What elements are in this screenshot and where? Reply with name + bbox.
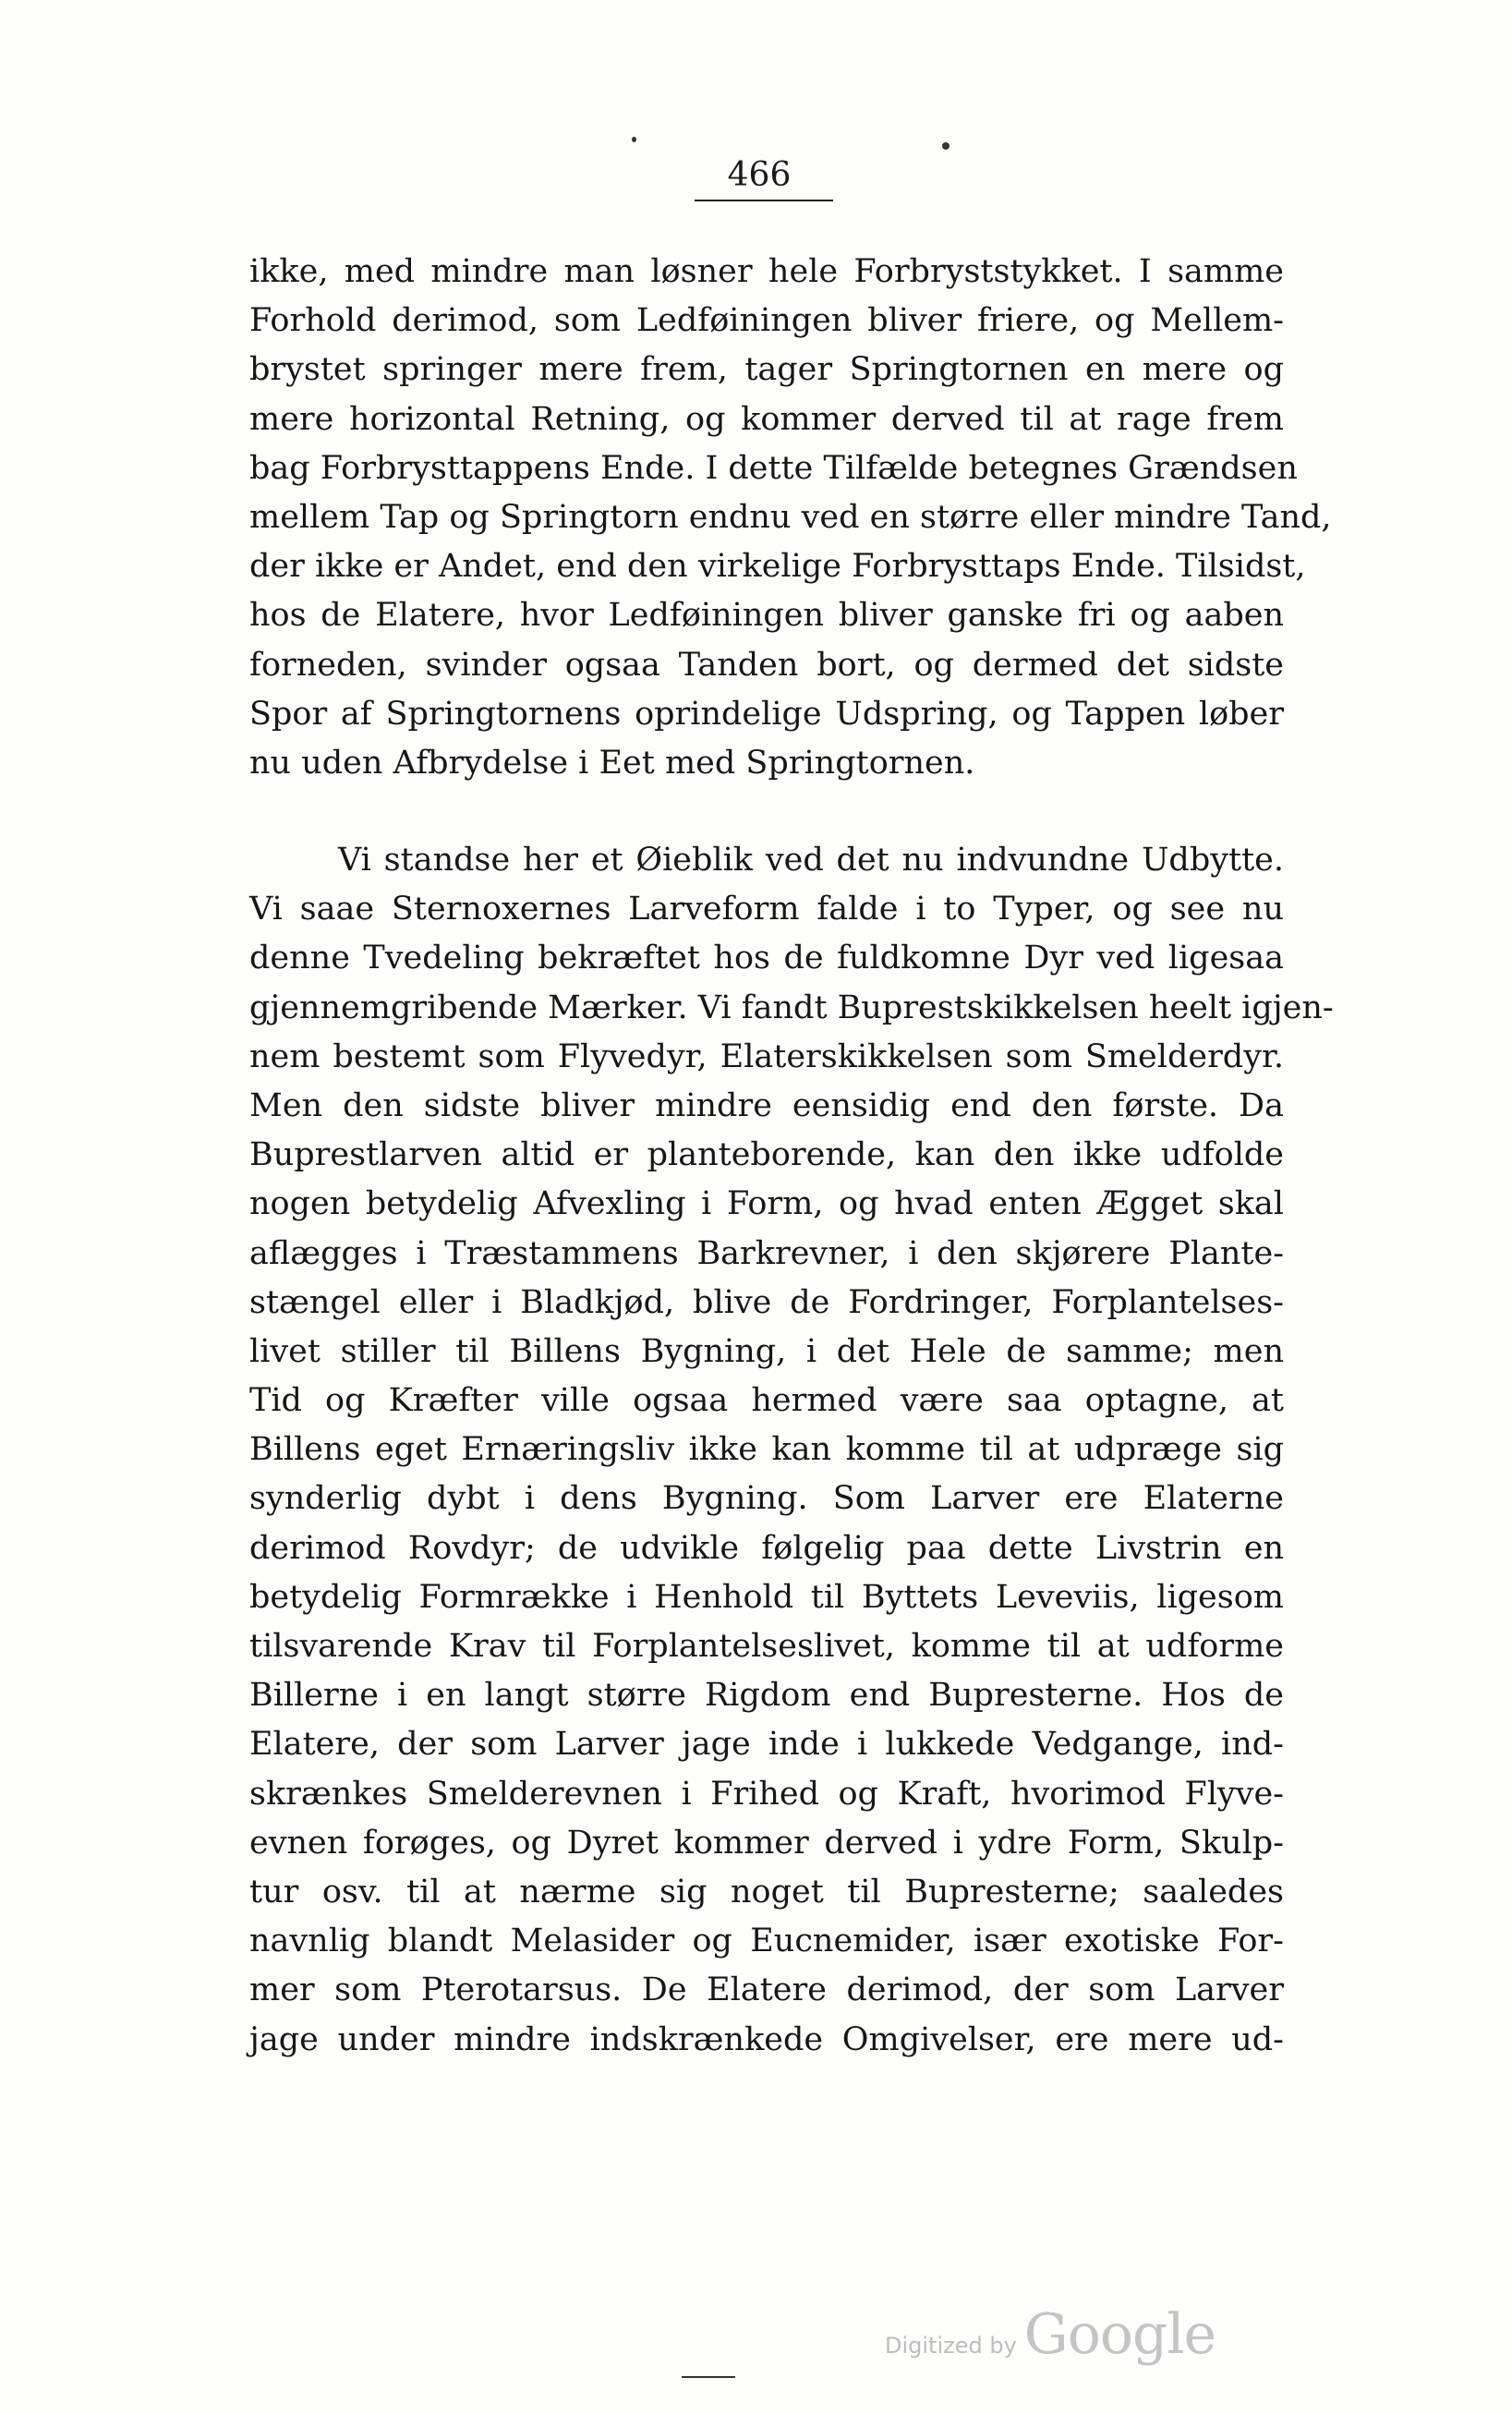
paragraph-2 bbox=[249, 836, 1334, 2065]
page-number-underline bbox=[695, 200, 833, 201]
text-line: derimod Rovdyr; de udvikle følgelig paa dette Livstrin en bbox=[249, 1529, 1284, 1567]
text-line: Spor af Springtornens oprindelige Udspring, og Tappen løber bbox=[249, 695, 1284, 733]
text-line: Tid og Kræfter ville ogsaa hermed være saa optagne, at bbox=[249, 1382, 1284, 1420]
digitization-watermark bbox=[885, 2302, 1216, 2376]
digitized-by-text: Digitized by bbox=[885, 2333, 1017, 2359]
text-line: forneden, svinder ogsaa Tanden bort, og dermed det sidste bbox=[249, 646, 1284, 684]
text-line: evnen forøges, og Dyret kommer derved i ydre Form, Skulp- bbox=[249, 1824, 1284, 1862]
text-line: bag Forbrysttappens Ende. I dette Tilfælde betegnes Grændsen bbox=[249, 449, 1298, 487]
ink-speck bbox=[942, 142, 950, 150]
text-line: skrænkes Smelderevnen i Frihed og Kraft, hvorimod Flyve- bbox=[249, 1775, 1284, 1813]
text-line: Billens eget Ernæringsliv ikke kan komme til at udpræge sig bbox=[249, 1431, 1284, 1469]
text-line: hos de Elatere, hvor Ledføiningen bliver ganske fri og aaben bbox=[249, 597, 1284, 635]
text-line: nem bestemt som Flyvedyr, Elaterskikkelsen som Smelderdyr. bbox=[249, 1037, 1284, 1075]
text-line: Billerne i en langt større Rigdom end Bupresterne. Hos de bbox=[249, 1677, 1284, 1715]
footer-rule bbox=[682, 2376, 735, 2378]
text-line: mellem Tap og Springtorn endnu ved en større eller mindre Tand, bbox=[249, 498, 1332, 536]
ink-speck bbox=[632, 137, 636, 142]
text-line: tur osv. til at nærme sig noget til Bupresterne; saaledes bbox=[249, 1873, 1284, 1911]
text-line: Forhold derimod, som Ledføiningen bliver friere, og Mellem- bbox=[249, 302, 1284, 340]
page-number: 466 bbox=[727, 156, 792, 194]
text-line: mer som Pterotarsus. De Elatere derimod, der som Larver bbox=[249, 1971, 1284, 2009]
text-line: navnlig blandt Melasider og Eucnemider, især exotiske For- bbox=[249, 1923, 1284, 1960]
text-line: synderlig dybt i dens Bygning. Som Larver ere Elaterne bbox=[249, 1480, 1284, 1518]
text-line: denne Tvedeling bekræftet hos de fuldkomne Dyr ved ligesaa bbox=[249, 940, 1284, 977]
text-line: betydelig Formrække i Henhold til Byttets Leveviis, ligesom bbox=[249, 1578, 1284, 1616]
text-line: stængel eller i Bladkjød, blive de Fordringer, Forplantelses- bbox=[249, 1283, 1284, 1321]
text-line: Men den sidste bliver mindre eensidig end den første. Da bbox=[249, 1086, 1284, 1124]
text-line: mere horizontal Retning, og kommer derved til at rage frem bbox=[249, 400, 1284, 438]
text-line: nu uden Afbrydelse i Eet med Springtornen. bbox=[249, 744, 975, 782]
text-line: Buprestlarven altid er planteborende, kan den ikke udfolde bbox=[249, 1136, 1284, 1174]
text-line: livet stiller til Billens Bygning, i det Hele de samme; men bbox=[249, 1332, 1284, 1370]
text-line: jage under mindre indskrænkede Omgivelser, ere mere ud- bbox=[249, 2020, 1284, 2058]
text-line: brystet springer mere frem, tager Springtornen en mere og bbox=[249, 351, 1284, 389]
text-line: Vi standse her et Øieblik ved det nu indvundne Udbytte. bbox=[338, 842, 1284, 879]
text-line: Vi saae Sternoxernes Larveform falde i to Typer, og see nu bbox=[249, 891, 1284, 928]
text-line: Elatere, der som Larver jage inde i lukkede Vedgange, ind- bbox=[249, 1726, 1284, 1764]
text-line: nogen betydelig Afvexling i Form, og hvad enten Ægget skal bbox=[249, 1185, 1284, 1223]
text-line: gjennemgribende Mærker. Vi fandt Buprestskikkelsen heelt igjen- bbox=[249, 989, 1334, 1026]
text-line: ikke, med mindre man løsner hele Forbryststykket. I samme bbox=[249, 253, 1284, 290]
text-line: aflægges i Træstammens Barkrevner, i den skjørere Plante- bbox=[249, 1234, 1284, 1272]
paragraph-1 bbox=[249, 248, 1332, 788]
google-logo: Google bbox=[1023, 2302, 1216, 2367]
text-line: tilsvarende Krav til Forplantelseslivet, komme til at udforme bbox=[249, 1628, 1284, 1665]
text-line: der ikke er Andet, end den virkelige Forbrysttaps Ende. Tilsidst, bbox=[249, 548, 1306, 586]
